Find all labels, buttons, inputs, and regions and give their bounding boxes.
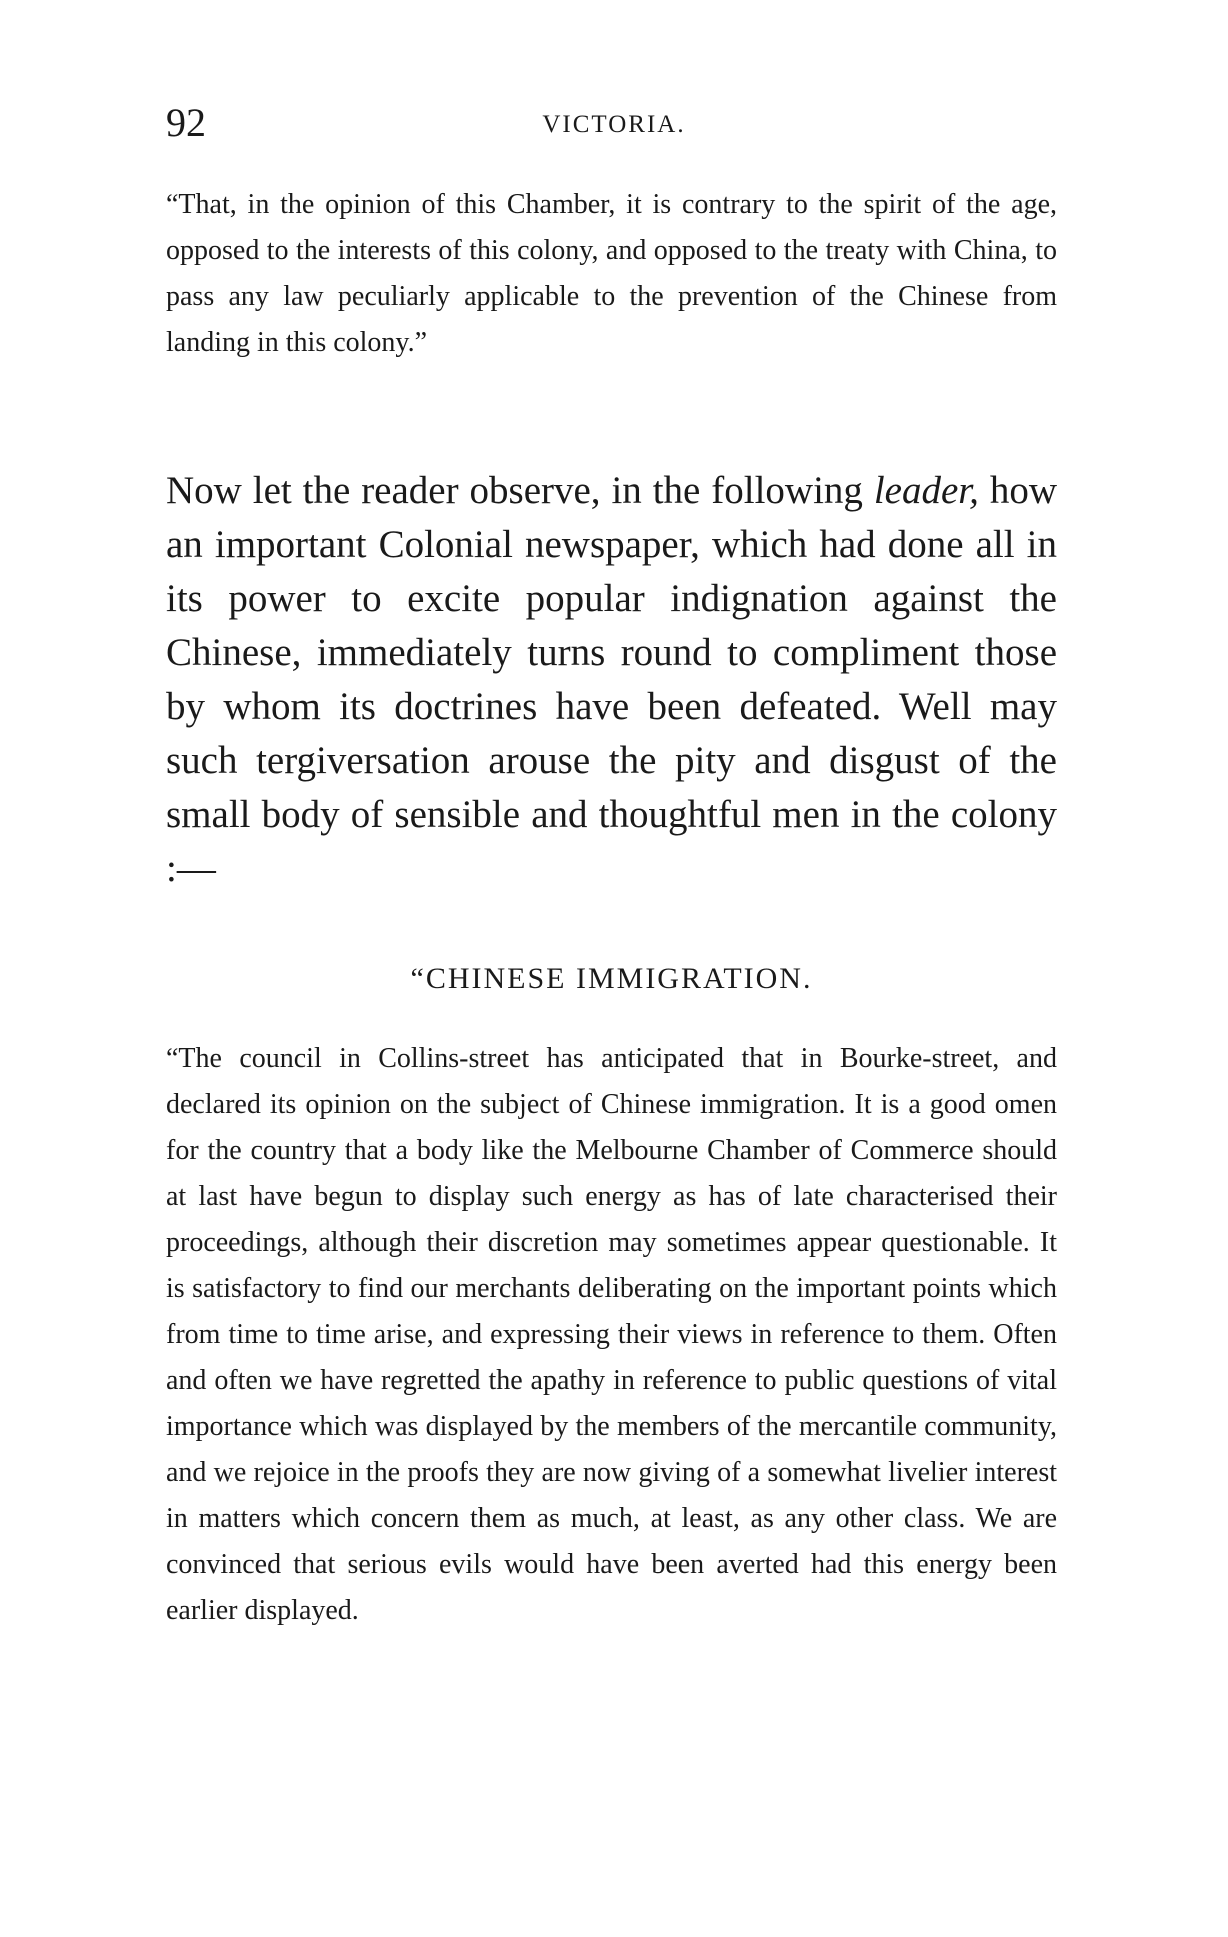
page-header: [166, 98, 1062, 148]
running-head: VICTORIA.: [542, 111, 686, 138]
page-number: 92: [166, 100, 206, 145]
commentary-paragraph: [166, 464, 1057, 896]
commentary-rest: how an important Colonial newspaper, which had done all in its power to excite popular indignation against the Chinese, immediately turns round to compliment those by whom its doctrines have been defeated. Well may such tergiversation arouse the pity and disgust of the small body of sensible and thoughtful men in the colony :—: [166, 469, 1057, 890]
chamber-resolution-quote: “That, in the opinion of this Chamber, it is contrary to the spirit of the age, opposed to the interests of this colony, and opposed to the treaty with China, to pass any law peculiarly applicable to the prevention of the Chinese from landing in this colony.”: [166, 189, 1057, 358]
article-heading: “CHINESE IMMIGRATION.: [410, 962, 813, 995]
article-body: “The council in Collins-street has anticipated that in Bourke-street, and declared its opinion on the subject of Chinese immigration. It is a good omen for the country that a body like the Melbourne Chamber of Commerce should at last have begun to display such energy as has of late characterised their proceedings, although their discretion may sometimes appear questionable. It is satisfactory to find our merchants deliberating on the important points which from time to time arise, and expressing their views in reference to them. Often and often we have regretted the apathy in reference to public questions of vital importance which was displayed by the members of the mercantile community, and we rejoice in the proofs they are now giving of a somewhat livelier interest in matters which concern them as much, at least, as any other class. We are convinced that serious evils would have been averted had this energy been earlier displayed.: [166, 1043, 1057, 1626]
commentary-emphasis: leader,: [873, 469, 979, 512]
commentary-lead: Now let the reader observe, in the following: [166, 469, 874, 512]
